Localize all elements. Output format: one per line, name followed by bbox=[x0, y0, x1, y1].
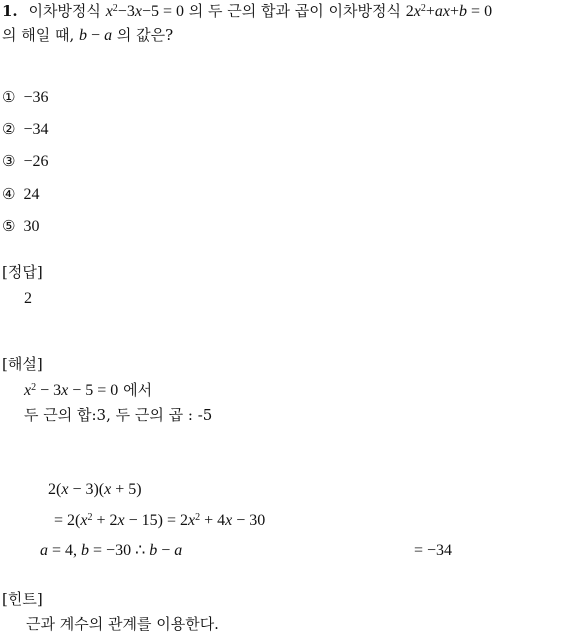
explanation-line-5-right: = −34 bbox=[414, 542, 453, 559]
question-text-4: 의 값은? bbox=[116, 26, 174, 44]
choice-marker: ② bbox=[2, 120, 16, 138]
explanation-line-1 bbox=[24, 380, 152, 401]
choice-value: 24 bbox=[23, 186, 40, 203]
choice-1[interactable] bbox=[2, 87, 48, 108]
choice-value: −36 bbox=[23, 89, 49, 106]
question-line-2 bbox=[2, 25, 173, 46]
question-line-1 bbox=[2, 1, 492, 22]
explanation-line-5-left: a = 4, b = −30 ∴ b − a bbox=[40, 542, 183, 559]
question-text-1: 이차방정식 bbox=[28, 2, 101, 20]
choice-marker: ③ bbox=[2, 152, 16, 170]
question-text-2: 의 두 근의 합과 곱이 이차방정식 bbox=[188, 2, 401, 20]
choice-5[interactable] bbox=[2, 216, 39, 237]
explanation-equation: $x^2 - 3x - 5 = 0$ bbox=[24, 382, 119, 399]
question-text-3: 의 해일 때, bbox=[2, 26, 75, 44]
explanation-line-3: 2(x − 3)(x + 5) bbox=[48, 481, 142, 498]
choice-value: 30 bbox=[23, 218, 40, 235]
explanation-label: [해설] bbox=[2, 355, 43, 373]
choice-2[interactable] bbox=[2, 119, 48, 140]
choice-marker: ① bbox=[2, 88, 16, 106]
question-number: 1. bbox=[2, 2, 18, 20]
explanation-text: 에서 bbox=[123, 381, 153, 399]
choice-3[interactable] bbox=[2, 151, 48, 172]
choice-value: −26 bbox=[23, 153, 49, 170]
choice-value: −34 bbox=[23, 121, 49, 138]
explanation-line-2: 두 근의 합:3, 두 근의 곱 : -5 bbox=[24, 406, 213, 424]
question-expression: b − a bbox=[79, 27, 113, 44]
hint-label: [힌트] bbox=[2, 590, 43, 608]
hint-text: 근과 계수의 관계를 이용한다. bbox=[26, 615, 219, 633]
question-equation-2: $2x^2+ax+b = 0$ bbox=[405, 3, 493, 20]
choice-marker: ⑤ bbox=[2, 217, 16, 235]
choice-marker: ④ bbox=[2, 185, 16, 203]
explanation-line-4: = $2(x^2 + 2x - 15) = 2x^2 + 4x - 30$ bbox=[54, 512, 266, 529]
question-equation-1: $x^2-3x-5 = 0$ bbox=[105, 3, 184, 20]
answer-value: 2 bbox=[24, 290, 32, 307]
answer-label: [정답] bbox=[2, 263, 43, 281]
choice-4[interactable] bbox=[2, 184, 39, 205]
